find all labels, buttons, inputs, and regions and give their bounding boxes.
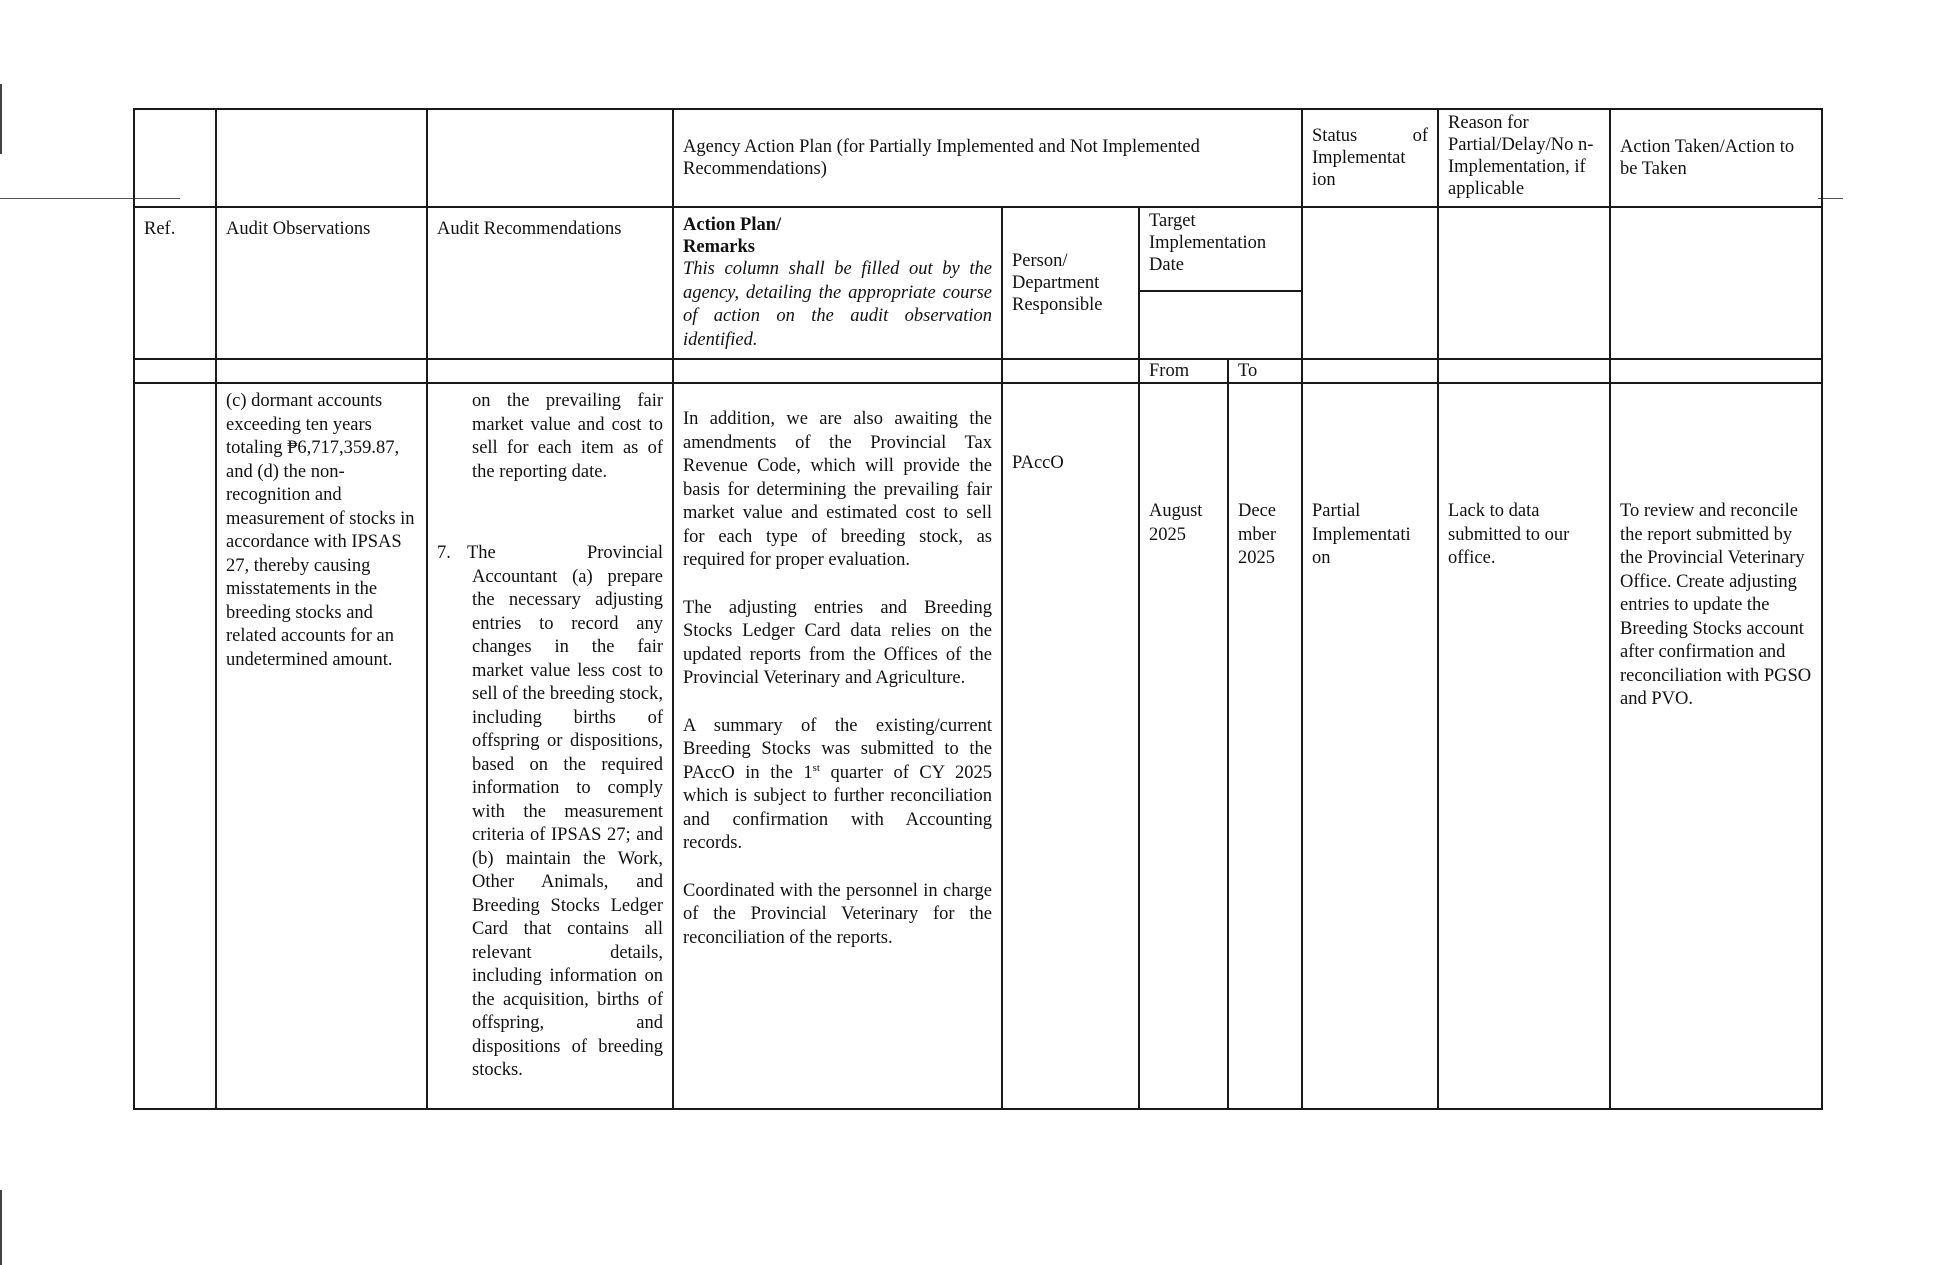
recommendation-continuation: on the prevailing fair market value and cost to sell for each item as of the reporting date.: [472, 391, 663, 482]
header-audit-recommendations: Audit Recommendations: [427, 207, 673, 359]
header-person-bottom: [1002, 359, 1139, 383]
header-agency-action-plan: Agency Action Plan (for Partially Implemented and Not Implemented Recommendations): [673, 109, 1302, 207]
action-plan-remarks-label: Remarks: [683, 237, 755, 257]
header-ref-bottom: [134, 359, 216, 383]
header-observations-top: [216, 109, 427, 207]
action-plan-paragraph-2: The adjusting entries and Breeding Stocks Ledger Card data relies on the updated reports from the Offices of the Provincial Veterinary and Agriculture.: [683, 597, 992, 688]
header-ref: Ref.: [134, 207, 216, 359]
cell-ref: [134, 383, 216, 1109]
cell-status: Partial Implementati on: [1302, 383, 1438, 1109]
header-action-taken-bottom: [1610, 359, 1822, 383]
cell-target-to: [1228, 383, 1302, 1109]
recommendation-text: Accountant (a) prepare the necessary adjusting entries to record any changes in the fair market value less cost to sell of the breeding stock, including births of offspring or dispositions, based on the required information to comply with the measurement criteria of IPSAS 27; and (b) maintain the Work, Other Animals, and Breeding Stocks Ledger Card that contains all relevant details, including information on the acquisition, births of offspring, and dispositions of breeding stocks.: [472, 566, 663, 1080]
cell-action-taken: To review and reconcile the report submitted by the Provincial Veterinary Office. Create adjusting entries to update the Breeding Stocks account after confirmation and reconciliation with PGSO and PVO.: [1610, 383, 1822, 1109]
action-plan-paragraph-4: Coordinated with the personnel in charge of the Provincial Veterinary for the reconciliation of the reports.: [683, 880, 992, 948]
header-reason: Reason for Partial/Delay/No n-Implementation, if applicable: [1438, 109, 1610, 207]
header-person-responsible: Person/ Department Responsible: [1002, 207, 1139, 359]
header-status-bottom: [1302, 359, 1438, 383]
header-action-taken: Action Taken/Action to be Taken: [1610, 109, 1822, 207]
scan-artifact-edge: [0, 84, 2, 154]
target-to-line-3: 2025: [1238, 548, 1275, 568]
target-from-month: August: [1149, 501, 1203, 521]
header-status-blank: [1302, 207, 1438, 359]
recommendation-lead: The Provincial: [467, 543, 663, 563]
action-plan-title: Action Plan/: [683, 215, 782, 235]
action-plan-instruction: This column shall be filled out by the agency, detailing the appropriate course of action on the audit observation identified.: [683, 259, 992, 350]
header-status: Status of Implementat ion: [1302, 109, 1438, 207]
header-action-plan-remarks: [673, 207, 1002, 359]
scan-artifact-edge: [0, 1190, 2, 1265]
cell-person-responsible: PAccO: [1002, 383, 1139, 1109]
action-plan-paragraph-3: A summary of the existing/current Breeding Stocks was submitted to the PAccO in the 1st quarter of CY 2025 which is subject to further reconciliation and confirmation with Accounting records.: [683, 715, 992, 853]
header-action-plan-bottom: [673, 359, 1002, 383]
header-target-date: Target Implementation Date: [1139, 207, 1302, 291]
header-to: To: [1228, 359, 1302, 383]
target-from-year: 2025: [1149, 524, 1186, 545]
header-from: From: [1139, 359, 1228, 383]
recommendation-number: 7.: [437, 543, 451, 563]
header-recommendations-top: [427, 109, 673, 207]
header-reason-blank: [1438, 207, 1610, 359]
target-to-line-2: mber: [1238, 524, 1277, 545]
header-reason-bottom: [1438, 359, 1610, 383]
cell-reason: Lack to data submitted to our office.: [1438, 383, 1610, 1109]
header-observations-bottom: [216, 359, 427, 383]
header-target-date-spacer: [1139, 291, 1302, 359]
audit-action-plan-table: [133, 108, 1823, 1110]
cell-target-from: [1139, 383, 1228, 1109]
action-plan-paragraph-1: In addition, we are also awaiting the amendments of the Provincial Tax Revenue Code, which will provide the basis for determining the prevailing fair market value and estimated cost to sell for each type of breeding stock, as required for proper evaluation.: [683, 409, 992, 570]
cell-audit-recommendation: [427, 383, 673, 1109]
cell-action-plan: [673, 383, 1002, 1109]
target-to-line-1: Dece: [1238, 501, 1276, 521]
header-ref-top: [134, 109, 216, 207]
header-action-taken-blank: [1610, 207, 1822, 359]
header-audit-observations: Audit Observations: [216, 207, 427, 359]
header-recommendations-bottom: [427, 359, 673, 383]
cell-audit-observation: (c) dormant accounts exceeding ten years totaling ₱6,717,359.87, and (d) the non-recognition and measurement of stocks in accordance with IPSAS 27, thereby causing misstatements in the breeding stocks and related accounts for an undetermined amount.: [216, 383, 427, 1109]
